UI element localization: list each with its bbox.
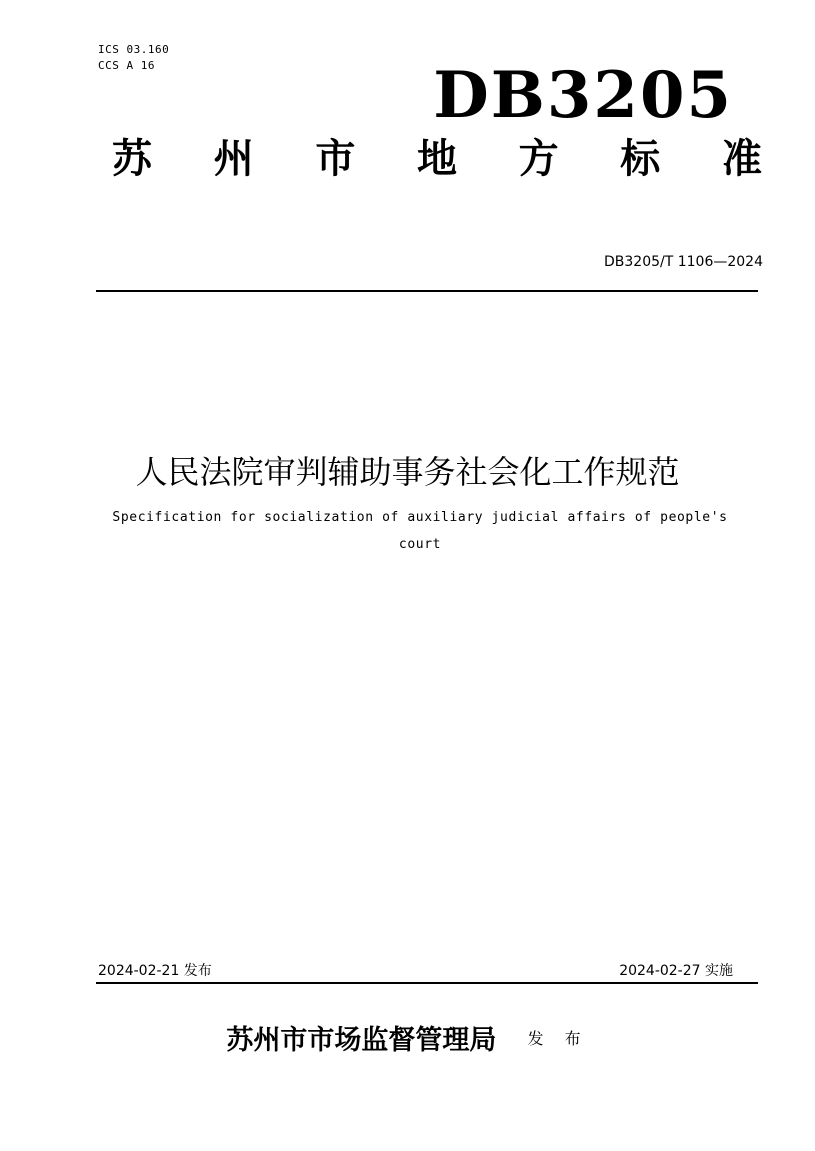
standard-type-char: 苏 [112,135,152,182]
document-title-english: Specification for socialization of auxiliary judicial affairs of people's court [112,510,728,552]
standard-type-char: 市 [315,135,356,182]
standard-type-char: 标 [620,135,661,182]
standard-type-heading [112,134,762,184]
ccs-code: CCS A 16 [98,59,155,72]
standard-type-char: 地 [416,135,457,182]
standard-type-char: 州 [213,135,254,182]
bottom-divider [96,982,758,984]
ics-code: ICS 03.160 [98,43,170,56]
publisher-suffix: 发 布 [527,1029,589,1048]
document-title-chinese: 人民法院审判辅助事务社会化工作规范 [135,453,680,491]
standard-number: DB3205/T 1106—2024 [604,254,763,270]
standard-code-large: DB3205 [433,58,733,133]
standard-type-char: 方 [518,135,559,182]
publisher [0,1018,815,1057]
classification-block [98,42,169,74]
implementation-date: 2024-02-27 实施 [619,963,733,979]
top-divider [96,290,758,292]
standard-type-char: 准 [721,135,762,182]
issue-date: 2024-02-21 发布 [98,963,212,979]
publisher-name: 苏州市市场监督管理局 [226,1025,497,1056]
